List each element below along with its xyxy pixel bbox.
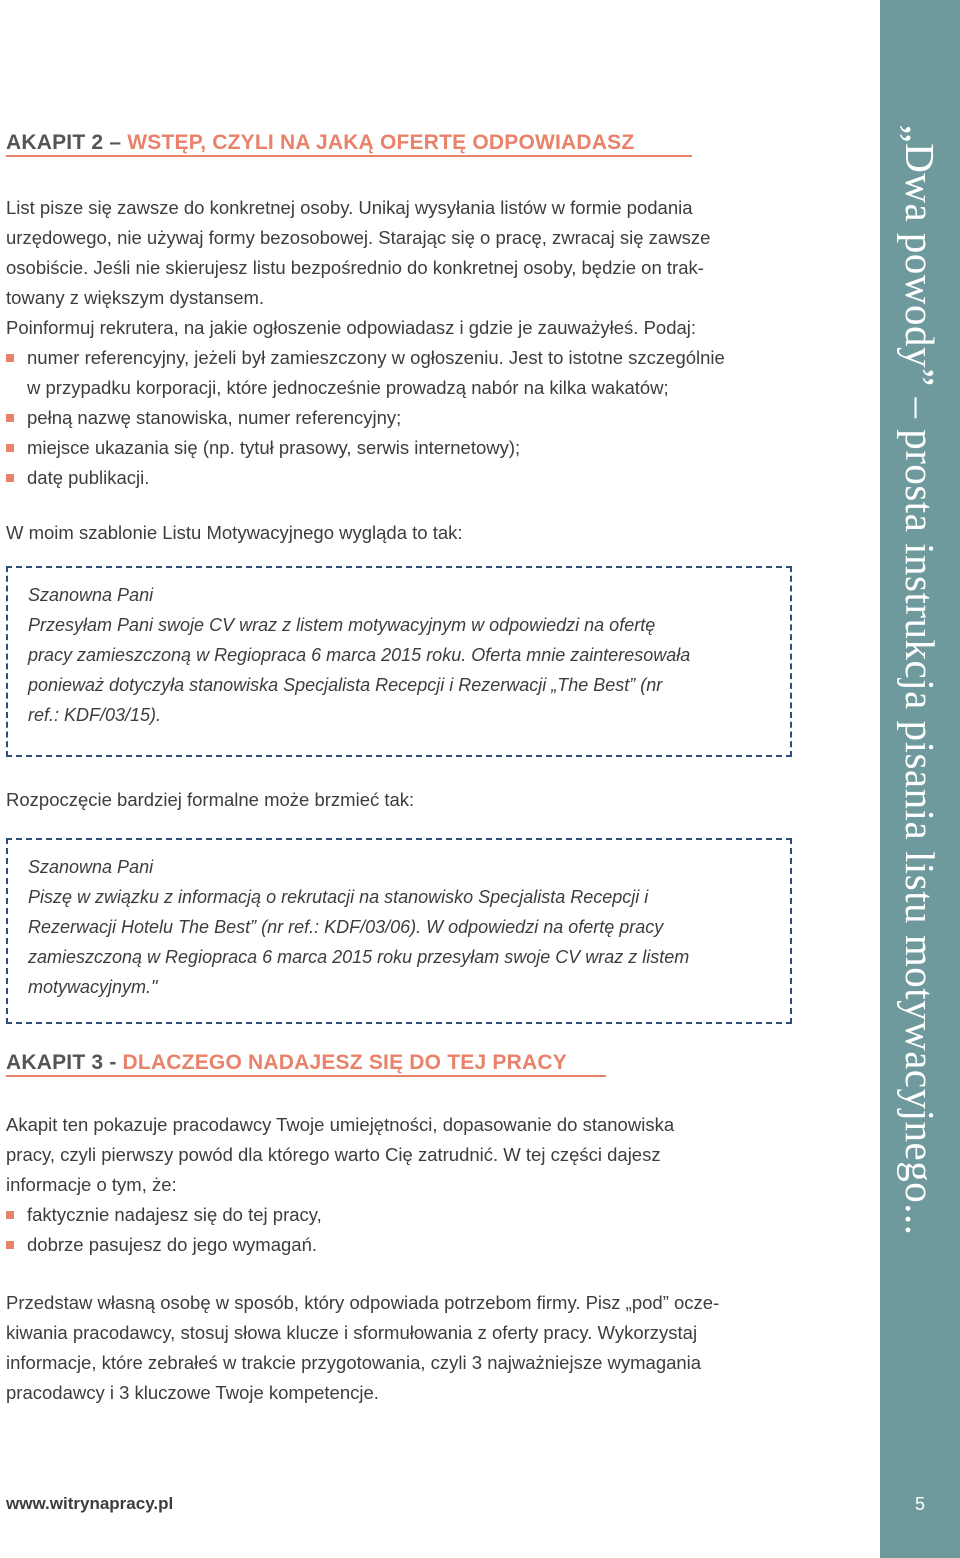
section-2-body: [6, 193, 796, 493]
list-item: [6, 1230, 796, 1260]
sidebar: [880, 0, 960, 1558]
bullet-square-icon: [6, 1211, 14, 1219]
section-3-heading-accent: DLACZEGO NADAJESZ SIĘ DO TEJ PRACY: [122, 1051, 567, 1074]
bullet-text-continuation: w przypadku korporacji, które jednocześnie prowadzą nabór na kilka wakatów;: [27, 377, 669, 398]
section-3-bullet-list: [6, 1200, 796, 1260]
section-3-heading-underline: [6, 1075, 606, 1077]
page-number: 5: [914, 1494, 925, 1514]
footer-website-link[interactable]: www.witrynapracy.pl: [6, 1494, 174, 1513]
bullet-text: datę publikacji.: [27, 467, 150, 488]
bullet-text: pełną nazwę stanowiska, numer referencyjny;: [27, 407, 402, 428]
example-line: ref.: KDF/03/15).: [28, 705, 162, 725]
bullet-text: dobrze pasujesz do jego wymagań.: [27, 1234, 318, 1255]
list-item: [6, 1200, 796, 1230]
bullet-text: numer referencyjny, jeżeli był zamieszczony w ogłoszeniu. Jest to istotne szczególnie: [27, 347, 725, 368]
section-2-intro-line: towany z większym dystansem.: [6, 287, 265, 308]
example-line: Szanowna Pani: [28, 857, 154, 877]
section-3-intro-line: informacje o tym, że:: [6, 1174, 177, 1195]
section-2-intro-line: Poinformuj rekrutera, na jakie ogłoszenie odpowiadasz i gdzie je zauważyłeś. Podaj:: [6, 317, 697, 338]
closing-line: pracodawcy i 3 kluczowe Twoje kompetencje.: [6, 1382, 379, 1403]
example-line: zamieszczoną w Regiopraca 6 marca 2015 roku przesyłam swoje CV wraz z listem: [28, 947, 690, 967]
section-2-heading-prefix: AKAPIT 2 –: [6, 131, 128, 154]
section-2-intro-line: List pisze się zawsze do konkretnej osoby. Unikaj wysyłania listów w formie podania: [6, 197, 693, 218]
closing-line: Przedstaw własną osobę w sposób, który odpowiada potrzebom firmy. Pisz „pod” ocze-: [6, 1292, 720, 1313]
section-2-heading-accent: WSTĘP, CZYLI NA JAKĄ OFERTĘ ODPOWIADASZ: [127, 131, 635, 154]
formal-intro-text: Rozpoczęcie bardziej formalne może brzmieć tak:: [6, 789, 415, 810]
template-intro-text: W moim szablonie Listu Motywacyjnego wygląda to tak:: [6, 522, 463, 543]
list-item: [6, 343, 796, 403]
closing-line: informacje, które zebrałeś w trakcie przygotowania, czyli 3 najważniejsze wymagania: [6, 1352, 702, 1373]
example-line: Rezerwacji Hotelu The Best” (nr ref.: KDF/03/06). W odpowiedzi na ofertę pracy: [28, 917, 664, 937]
list-item: [6, 463, 796, 493]
section-3-intro-line: pracy, czyli pierwszy powód dla którego warto Cię zatrudnić. W tej części dajesz: [6, 1144, 661, 1165]
section-3-intro-line: Akapit ten pokazuje pracodawcy Twoje umiejętności, dopasowanie do stanowiska: [6, 1114, 675, 1135]
template-intro: [6, 518, 796, 548]
section-3-body: [6, 1110, 796, 1260]
bullet-square-icon: [6, 474, 14, 482]
sidebar-vertical-title: „Dwa powody” – prosta instrukcja pisania listu motywacyjnego...: [897, 124, 943, 1236]
section-2-heading: [6, 131, 634, 155]
section-2-heading-underline: [6, 155, 692, 157]
example-letter-box-2: [6, 838, 792, 1024]
closing-line: kiwania pracodawcy, stosuj słowa klucze i sformułowania z oferty pracy. Wykorzystaj: [6, 1322, 698, 1343]
bullet-square-icon: [6, 444, 14, 452]
bullet-square-icon: [6, 414, 14, 422]
example-line: motywacyjnym.": [28, 977, 158, 997]
example-line: Przesyłam Pani swoje CV wraz z listem motywacyjnym w odpowiedzi na ofertę: [28, 615, 656, 635]
section-2-bullet-list: [6, 343, 796, 493]
section-2-intro-line: osobiście. Jeśli nie skierujesz listu bezpośrednio do konkretnej osoby, będzie on trak-: [6, 257, 704, 278]
section-3-closing: [6, 1288, 796, 1408]
example-letter-box-1: [6, 566, 792, 757]
section-3-heading-prefix: AKAPIT 3 -: [6, 1051, 123, 1074]
section-2-intro-line: urzędowego, nie używaj formy bezosobowej. Starając się o pracę, zwracaj się zawsze: [6, 227, 711, 248]
bullet-text: faktycznie nadajesz się do tej pracy,: [27, 1204, 322, 1225]
list-item: [6, 433, 796, 463]
bullet-text: miejsce ukazania się (np. tytuł prasowy, serwis internetowy);: [27, 437, 521, 458]
bullet-square-icon: [6, 1241, 14, 1249]
example-line: Piszę w związku z informacją o rekrutacji na stanowisko Specjalista Recepcji i: [28, 887, 649, 907]
example-line: ponieważ dotyczyła stanowiska Specjalista Recepcji i Rezerwacji „The Best” (nr: [28, 675, 663, 695]
bullet-square-icon: [6, 354, 14, 362]
formal-intro: [6, 785, 796, 815]
section-3-heading: [6, 1051, 567, 1075]
example-line: pracy zamieszczoną w Regiopraca 6 marca 2015 roku. Oferta mnie zainteresowała: [28, 645, 691, 665]
example-line: Szanowna Pani: [28, 585, 154, 605]
list-item: [6, 403, 796, 433]
